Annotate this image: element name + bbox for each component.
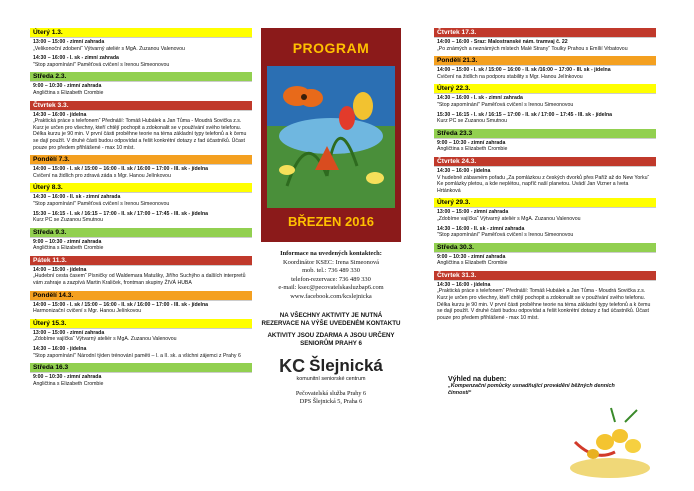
butterfly-flowers-illustration	[267, 66, 395, 208]
day-block	[434, 84, 656, 126]
event	[30, 165, 252, 181]
event	[30, 301, 252, 317]
day-block	[434, 129, 656, 155]
event-text: Angličtina s Elizabeth Crombie	[33, 89, 104, 96]
free-notice: AKTIVITY JSOU ZDARMA A JSOU URČENY SENIORŮM PRAHY 6	[267, 331, 395, 347]
event	[30, 38, 252, 54]
event-text: "Stop zapomínání" Paměťová cvičení s Irenou Simeonovou	[437, 101, 574, 108]
event-text: Cvičení na židlích pro zdravá záda s Mgr. Hanou Jelínkovou	[33, 172, 171, 179]
event-time: 13:00 – 15:00 - zimní zahrada	[437, 209, 509, 216]
day-block	[434, 56, 656, 82]
event-text: Kurz PC se Zuzanou Smutnou	[437, 118, 508, 125]
event-time: 9:00 – 10:30 - zimní zahrada	[437, 139, 506, 146]
event-text: "Stop zapomínání" Paměťová cvičení s Irenou Simeonovou	[33, 200, 170, 207]
day-block	[30, 183, 252, 225]
day-header: Úterý 8.3.	[30, 183, 252, 193]
event-text: „Zdobíme vajíčka“ Výtvarný ateliér s MgA. Zuzanou Valenovou	[437, 215, 581, 222]
day-block	[434, 198, 656, 240]
email: e-mail: ksec@pecovatelskasluzbap6.com	[278, 284, 384, 292]
event-time: 14:30 – 16:00 - I. sk - zimní zahrada	[437, 95, 523, 102]
logo	[261, 356, 401, 377]
event-text: Angličtina s Elizabeth Crombie	[437, 260, 508, 267]
event-time: 9:00 – 10:30 - zimní zahrada	[33, 83, 102, 90]
event	[30, 210, 252, 226]
event-text: Angličtina s Elizabeth Crombie	[33, 245, 104, 252]
event-text: "Stop zapomínání" Paměťová cvičení s Irenou Simeonovou	[437, 232, 574, 239]
event-time: 14:30 – 16:00 - I. sk - zimní zahrada	[33, 55, 119, 62]
event	[434, 208, 656, 224]
event-time: 13:00 – 15:00 - zimní zahrada	[33, 39, 105, 45]
day-header: Pondělí 7.3.	[30, 155, 252, 165]
center-panel	[261, 28, 401, 406]
event-time: 15:30 – 16:15 - I. sk / 16:15 – 17:00 - II. sk / 17:00 – 17:45 - III. sk - jídelna	[33, 210, 209, 217]
event	[30, 238, 252, 254]
event-text: Harmonizační cvičení s Mgr. Hanou Jelínkovou	[33, 308, 142, 315]
event-text: Angličtina s Elizabeth Crombie	[437, 146, 508, 153]
day-header: Středa 30.3.	[434, 243, 656, 253]
logo-name: Šlejnická	[309, 356, 383, 376]
day-header: Čtvrtek 24.3.	[434, 157, 656, 167]
org-name: Pečovatelská služba Prahy 6	[295, 389, 367, 397]
outlook-title: Výhled na duben:	[448, 376, 507, 383]
event-text: „Velikonoční zdobení“ Výtvarný ateliér s MgA. Zuzanou Valenovou	[33, 45, 185, 52]
event-text: "Stop zapomínání" Paměťová cvičení s Irenou Simeonovou	[33, 61, 170, 68]
event	[30, 54, 252, 70]
day-header: Úterý 15.3.	[30, 319, 252, 329]
event	[434, 38, 656, 54]
day-block	[30, 101, 252, 154]
event	[434, 66, 656, 82]
day-header: Čtvrtek 3.3.	[30, 101, 252, 111]
day-header: Středa 16.3	[30, 363, 252, 373]
day-header: Středa 2.3.	[30, 72, 252, 82]
event-time: 9:00 – 10:30 - zimní zahrada	[33, 238, 102, 245]
event-time: 14:00 – 15:00 - I. sk / 15:00 – 16:00 - II. sk / 16:00 – 17:00 - III. sk - jídelna	[33, 166, 209, 173]
day-block	[30, 72, 252, 98]
event-time: 13:00 – 15:00 - zimní zahrada	[33, 329, 105, 336]
info-heading: Informace na uvedených kontaktech:	[280, 250, 382, 257]
event-time: 9:00 – 10:30 - zimní zahrada	[437, 253, 506, 260]
day-header: Úterý 1.3.	[30, 28, 252, 38]
event-time: 14:30 – 16:00 - jídelna	[33, 346, 87, 353]
day-block	[30, 228, 252, 254]
day-block	[30, 291, 252, 317]
contact-info	[261, 250, 401, 302]
event-text: V hudebně zábavném pořadu „Za pomlázkou z českých dvorků přes Paříž až do New Yorku“ Ke pomlázky pletou, a kde neplétou, napříč naší planetou. Uvádí Jan Vizner a Iveta Hrtánková	[437, 174, 650, 194]
event-text: "Stop zapomínání" Národní týden trénování paměti – I. a II. sk. a všichni zájemci z Prahy 6	[33, 352, 241, 359]
event-text: „Po známých a neznámých místech Malé Strany“ Toulky Prahou s Emílií Vrbatovou	[437, 45, 628, 52]
event-text: „Praktická práce s telefonem“ Přednáší: Tomáš Hubálek a Jan Tůma - Moudrá Sovička z.s. Kurz je určen pro všechny, kteří chtějí pochopit a zdokonalit se v používání svého telefonu. Délka kurzu je 90 min. V první části proběhne teorie na téma základní typy telefonů a k čemu se dají použít. V druhé části budou odpovídat a řešit konkrétní dotazy z řad účastníků. Účast pouze pro předem přihlášené - max 10 míst.	[33, 118, 247, 151]
day-header: Pátek 11.3.	[30, 256, 252, 266]
event-time: 14:30 – 16:00 - jídelna	[33, 111, 87, 118]
event-text: Angličtina s Elizabeth Crombie	[33, 380, 104, 387]
logo-subtitle: komunitní seniorské centrum	[296, 375, 366, 382]
outlook	[448, 376, 638, 397]
day-block	[434, 271, 656, 324]
day-block	[30, 319, 252, 361]
day-header: Čtvrtek 17.3.	[434, 28, 656, 38]
day-header: Středa 23.3	[434, 129, 656, 139]
day-block	[30, 256, 252, 289]
event	[30, 193, 252, 209]
day-header: Středa 9.3.	[30, 228, 252, 238]
left-column	[30, 28, 252, 391]
coordinator: Koordinátor KSEC: Irena Simeonová	[282, 258, 380, 266]
day-block	[30, 28, 252, 70]
program-banner	[261, 28, 401, 242]
logo-mark: KC	[279, 355, 306, 376]
event-time: 14:00 – 15:00 - I. sk / 15:00 – 16:00 - II. sk /16:00 – 17:00 - III. sk - jídelna	[437, 67, 611, 74]
event-text: „Praktická práce s telefonem“ Přednáší: Tomáš Hubálek a Jan Tůma - Moudrá Sovička z.s. Kurz je určen pro všechny, kteří chtějí pochopit a zdokonalit se v používání svého telefonu. Délka kurzu je 90 min. V první části proběhne teorie na téma základní typy telefonů a k čemu se dají použít. V druhé části budou odpovídat a řešit konkrétní dotazy z řad účastníků. Účast pouze pro předem přihlášené - max 10 míst.	[437, 288, 651, 321]
day-header: Pondělí 14.3.	[30, 291, 252, 301]
outlook-text: „Kompenzační pomůcky usnadňující provádění běžných denních činností“	[448, 383, 615, 396]
event	[30, 82, 252, 98]
event-time: 14:30 – 16:00 - II. sk - zimní zahrada	[33, 194, 121, 201]
event	[434, 94, 656, 110]
event	[30, 373, 252, 389]
event-time: 14:00 – 16:00 - Sraz: Malostranské nám. tramvaj č. 22	[437, 39, 568, 45]
event	[30, 345, 252, 361]
event-time: 14:00 – 15:00 - jídelna	[33, 266, 87, 273]
event-time: 14:00 – 15:00 - I. sk / 15:00 – 16:00 - II. sk / 16:00 – 17:00 - III. sk - jídelna	[33, 301, 209, 308]
event-time: 14:30 – 16:00 - II. sk - zimní zahrada	[437, 225, 525, 232]
event-time: 14:30 – 16:00 - jídelna	[437, 167, 491, 174]
day-block	[30, 363, 252, 389]
program-title: PROGRAM	[292, 40, 370, 56]
address-block	[261, 390, 401, 406]
right-column	[434, 28, 656, 325]
mobile: mob. tel.: 736 489 330	[302, 267, 360, 275]
day-block	[30, 155, 252, 181]
reservation-phone: telefon-rezervace: 736 489 330	[291, 275, 371, 283]
reservation-notice: NA VŠECHNY AKTIVITY JE NUTNÁ REZERVACE NA VÝŠE UVEDENÉM KONTAKTU	[261, 311, 401, 327]
event	[434, 111, 656, 127]
org-address: DPS Šlejnická 5, Praha 6	[299, 397, 363, 405]
day-block	[434, 28, 656, 54]
event-text: „Zdobíme vajíčka“ Výtvarný ateliér s MgA. Zuzanou Valenovou	[33, 336, 177, 343]
web: www.facebook.com/kcslejnicka	[290, 292, 372, 300]
event	[434, 281, 656, 324]
event-text: „Hudební cesta časem“ Písničky od Waldemara Matušky, Jiřího Suchýho a dalších interpretů vám zahraje a zazpívá Martin Kraliček, frontman skupiny ŽIVÁ HUBA	[33, 273, 246, 287]
day-header: Úterý 22.3.	[434, 84, 656, 94]
event-text: Kurz PC se Zuzanou Smutnou	[33, 217, 104, 224]
day-header: Čtvrtek 31.3.	[434, 271, 656, 281]
event-text: Cvičení na židlích na podporu stability s Mgr. Hanou Jelínkovou	[437, 73, 583, 80]
day-block	[434, 243, 656, 269]
event-time: 9:00 – 10:30 - zimní zahrada	[33, 374, 102, 381]
event-time: 15:30 – 16:15 - I. sk / 16:15 – 17:00 - II. sk / 17:00 – 17:45 - III. sk - jídelna	[437, 111, 613, 118]
day-header: Úterý 29.3.	[434, 198, 656, 208]
easter-flowers-illustration	[565, 402, 655, 482]
month-title: BŘEZEN 2016	[288, 214, 374, 229]
event	[434, 225, 656, 241]
event	[30, 329, 252, 345]
day-block	[434, 157, 656, 196]
event	[30, 111, 252, 154]
event	[434, 253, 656, 269]
event-time: 14:30 – 16:00 - jídelna	[437, 281, 491, 288]
day-header: Pondělí 21.3.	[434, 56, 656, 66]
event	[30, 266, 252, 289]
event	[434, 139, 656, 155]
event	[434, 167, 656, 196]
